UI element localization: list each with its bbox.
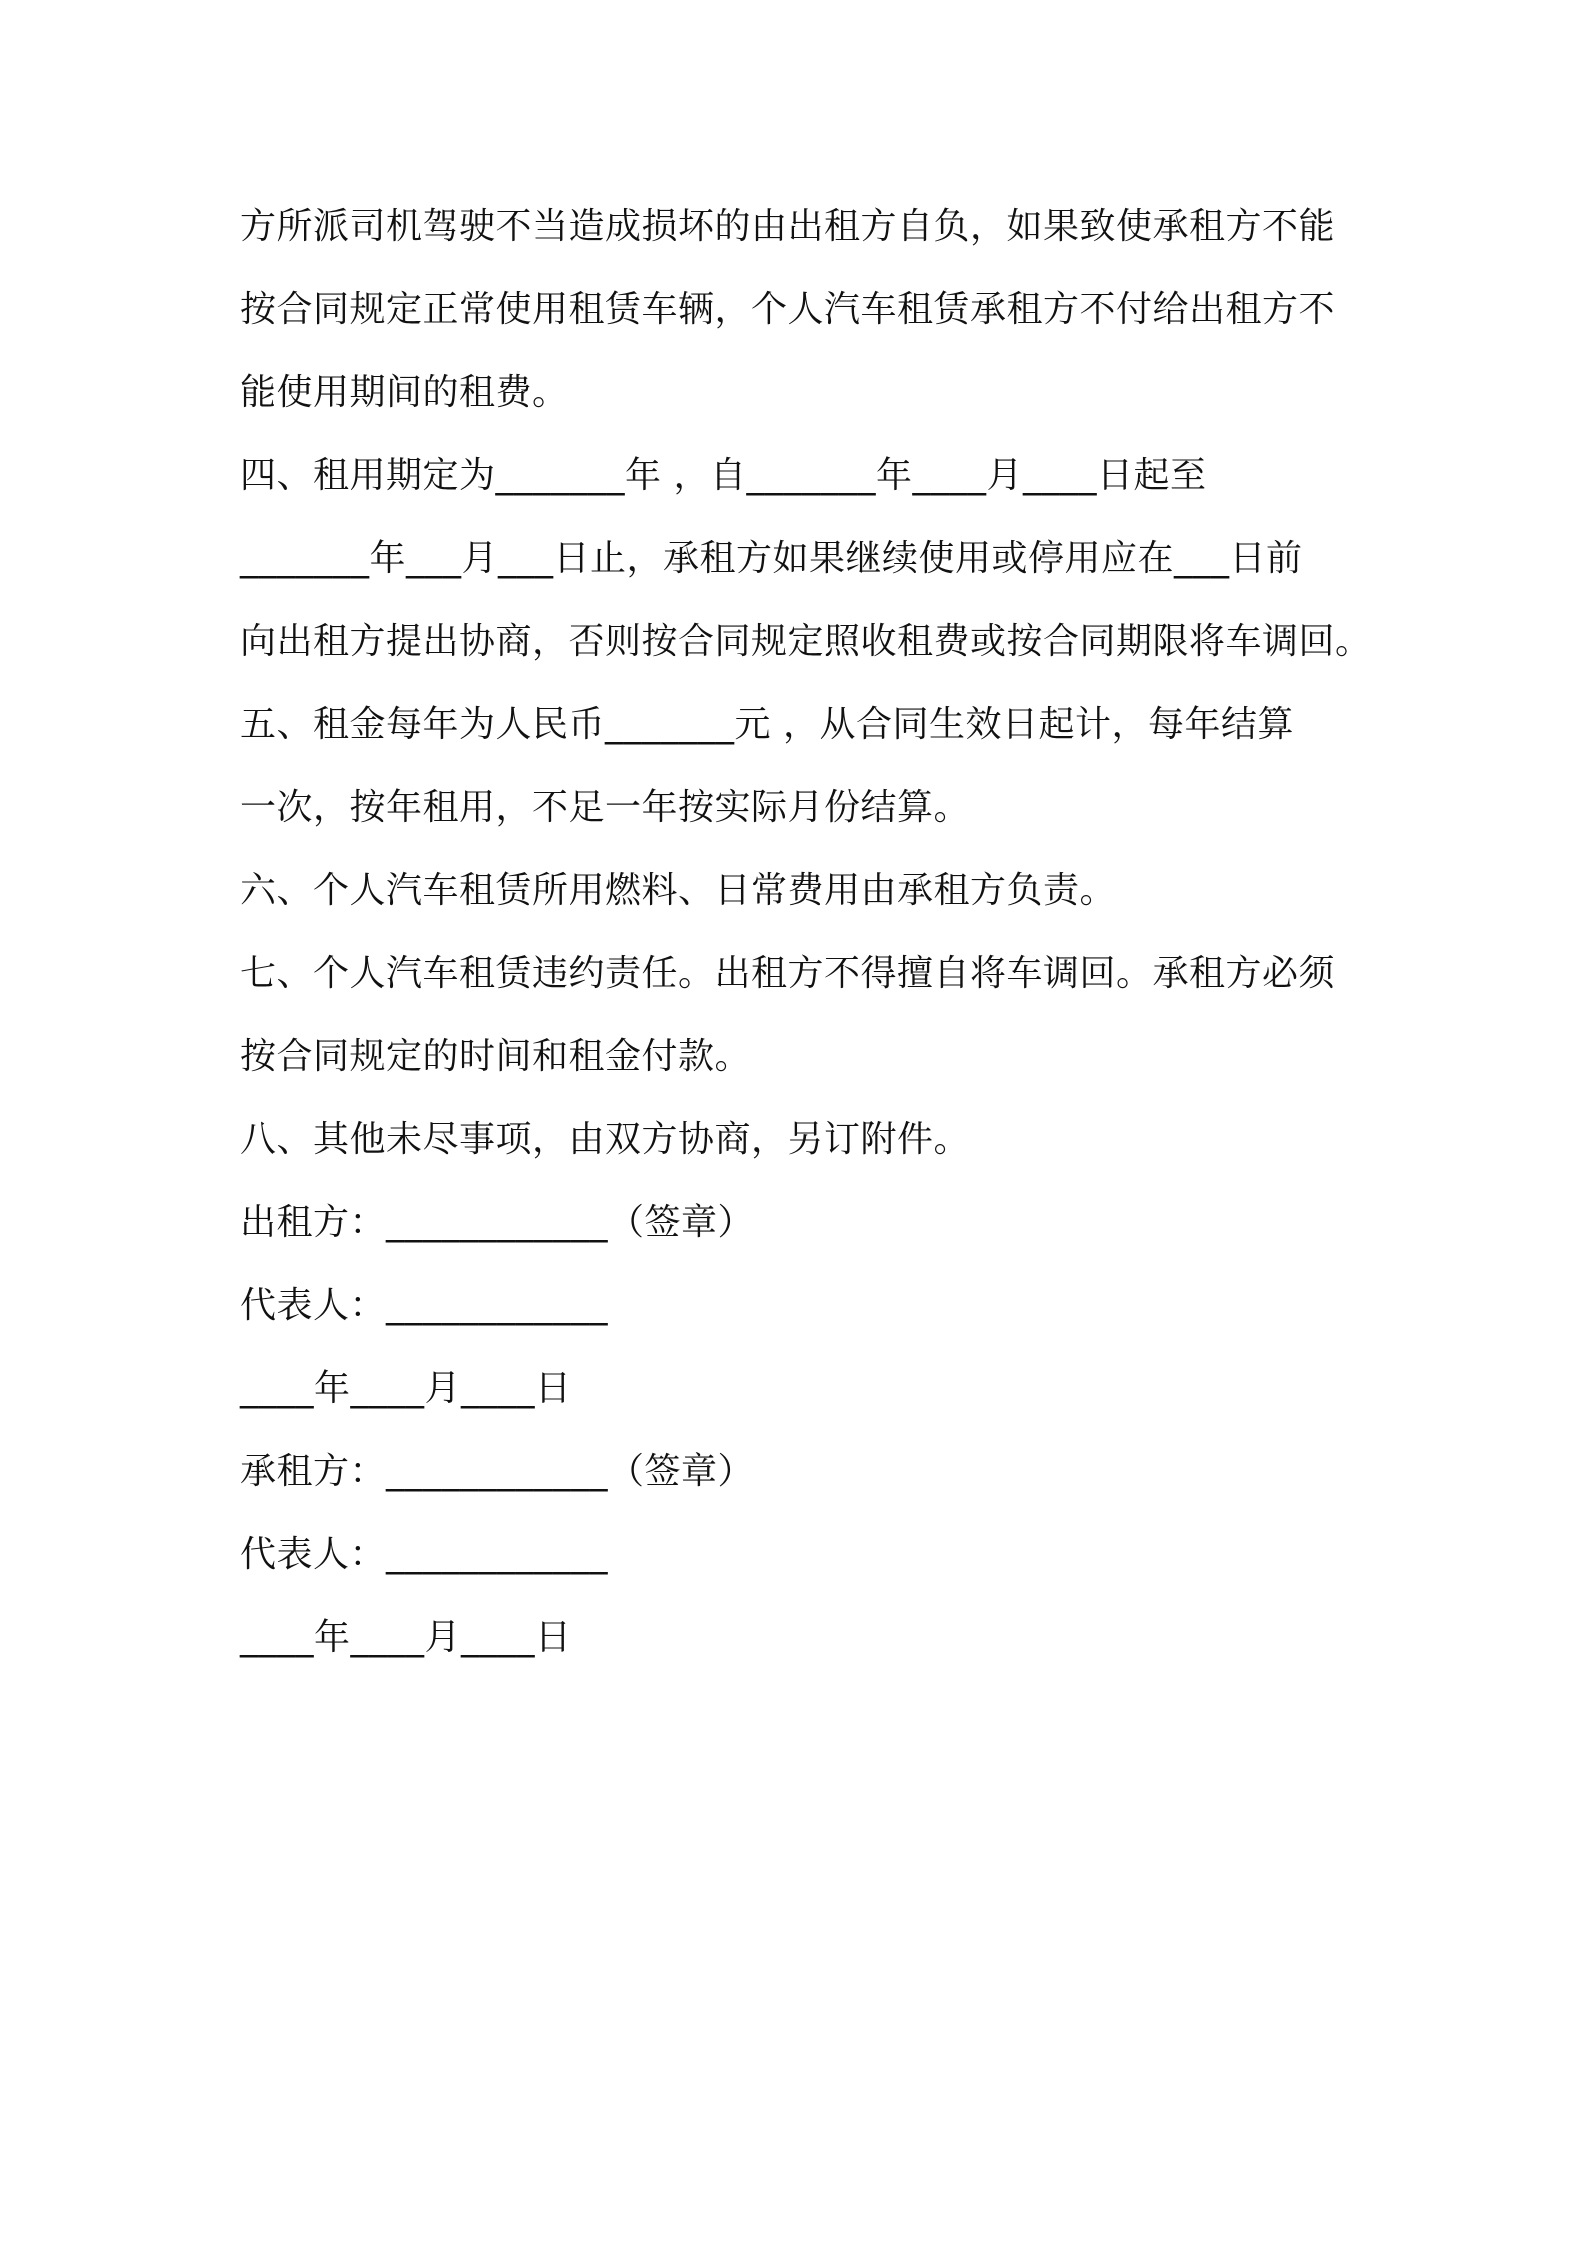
- clause-5-line-1: 五、租金每年为人民币_______元 ，从合同生效日起计，每年结算: [240, 704, 1294, 745]
- lessee-date: ____年____月____日: [240, 1617, 572, 1658]
- clause-7-line-1: 七、个人汽车租赁违约责任。出租方不得擅自将车调回。承租方必须: [240, 953, 1336, 994]
- clause-5-line-2: 一次，按年租用，不足一年按实际月份结算。: [240, 787, 971, 828]
- lessee-representative: 代表人：____________: [240, 1534, 609, 1575]
- lessor-signature: 出租方：____________（签章）: [240, 1202, 755, 1243]
- text-line-3: 能使用期间的租费。: [240, 372, 569, 413]
- clause-8: 八、其他未尽事项，由双方协商，另订附件。: [240, 1119, 971, 1160]
- clause-4-line-3: 向出租方提出协商，否则按合同规定照收租费或按合同期限将车调回。: [240, 621, 1372, 662]
- lessor-date: ____年____月____日: [240, 1368, 572, 1409]
- clause-4-line-2: _______年___月___日止，承租方如果继续使用或停用应在___日前: [240, 538, 1303, 579]
- lessor-representative: 代表人：____________: [240, 1285, 609, 1326]
- clause-4-line-1: 四、租用期定为_______年 ，自_______年____月____日起至: [240, 455, 1207, 496]
- text-line-2: 按合同规定正常使用租赁车辆，个人汽车租赁承租方不付给出租方不: [240, 289, 1336, 330]
- clause-7-line-2: 按合同规定的时间和租金付款。: [240, 1036, 752, 1077]
- lessee-signature: 承租方：____________（签章）: [240, 1451, 755, 1492]
- text-line-1: 方所派司机驾驶不当造成损坏的由出租方自负，如果致使承租方不能: [240, 206, 1336, 247]
- clause-6: 六、个人汽车租赁所用燃料、日常费用由承租方负责。: [240, 870, 1117, 911]
